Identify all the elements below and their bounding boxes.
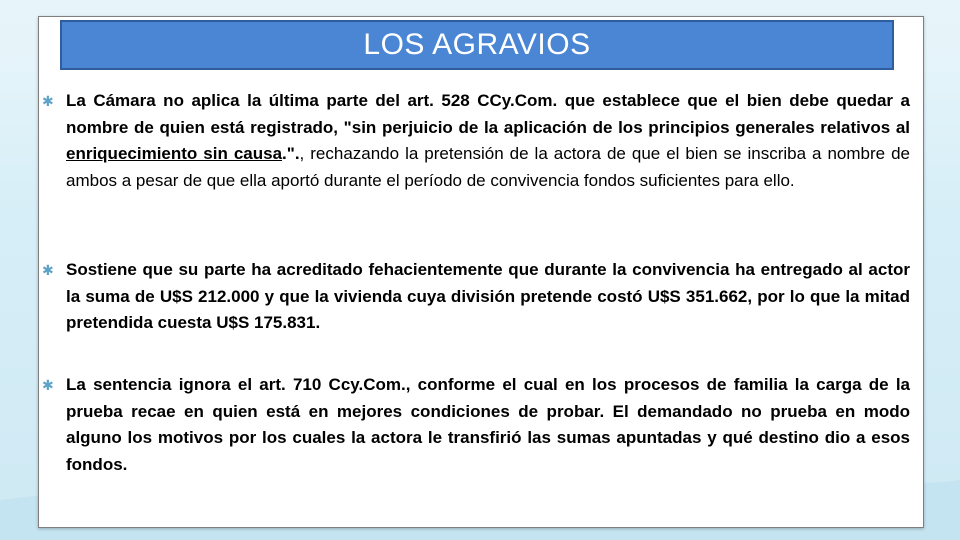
bullet-text-normal: , rechazando la pretensión de la actora de que el bien se inscriba a nombre de ambos a pesar de que ella aportó durante el período de convivencia fondos suficientes para ello. xyxy=(66,144,910,190)
bullet-item xyxy=(42,257,910,337)
bullet-text xyxy=(66,88,910,194)
bullet-text-bold: La Cámara no aplica la última parte del art. 528 CCy.Com. que establece que el bien debe quedar a nombre de quien está registrado, "sin perjuicio de la aplicación de los principios generales relativos al xyxy=(66,91,910,137)
asterisk-bullet-icon: ✱ xyxy=(42,377,54,393)
bullet-item xyxy=(42,88,910,194)
bullet-text: Sostiene que su parte ha acreditado fehacientemente que durante la convivencia ha entregado al actor la suma de U$S 212.000 y que la vivienda cuya división pretende costó U$S 351.662, por lo que la mitad pretendida cuesta U$S 175.831. xyxy=(66,260,910,332)
asterisk-bullet-icon: ✱ xyxy=(42,93,54,109)
bullet-item xyxy=(42,372,910,478)
bullet-text-bold-end: .". xyxy=(282,144,300,163)
title-bar xyxy=(60,20,894,70)
bullet-text-emphasis: enriquecimiento sin causa xyxy=(66,144,283,163)
asterisk-bullet-icon: ✱ xyxy=(42,262,54,278)
slide-title: LOS AGRAVIOS xyxy=(363,28,591,61)
bullet-text: La sentencia ignora el art. 710 Ccy.Com., conforme el cual en los procesos de familia la carga de la prueba recae en quien está en mejores condiciones de probar. El demandado no prueba en modo alguno los motivos por los cuales la actora le transfirió las sumas apuntadas y qué destino dio a esos fondos. xyxy=(66,375,910,474)
